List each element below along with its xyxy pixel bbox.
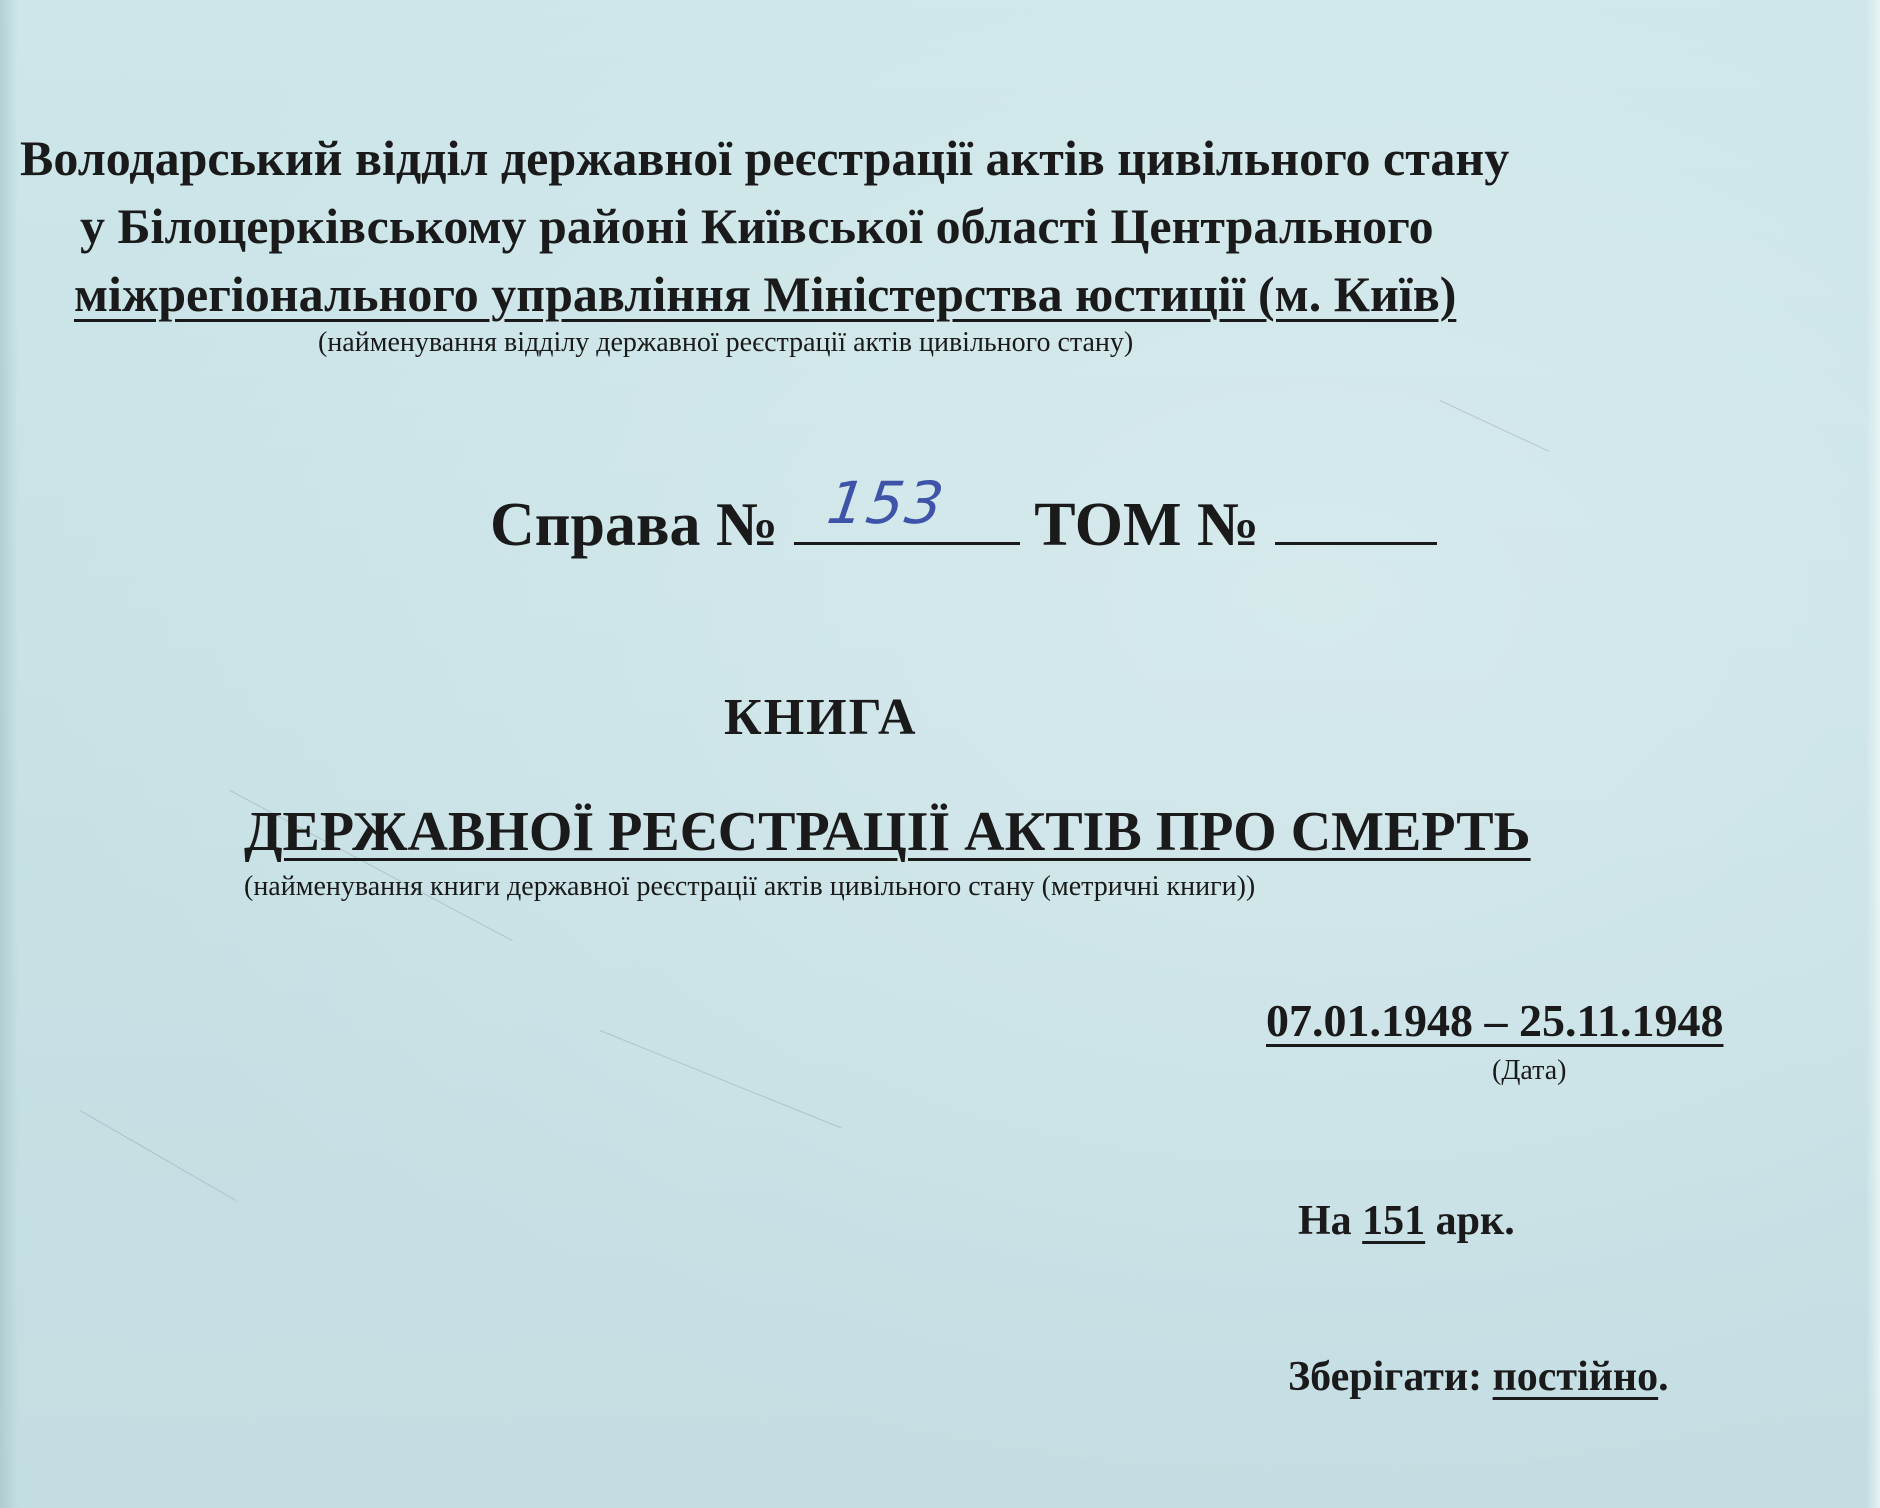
paper-scratch (600, 1030, 841, 1128)
book-name: ДЕРЖАВНОЇ РЕЄСТРАЦІЇ АКТІВ ПРО СМЕРТЬ (244, 801, 1531, 863)
volume-number-field (1275, 492, 1437, 545)
date-range: 07.01.1948 – 25.11.1948 (1266, 995, 1724, 1046)
retention-row (1288, 1352, 1669, 1402)
book-title: КНИГА (724, 689, 918, 746)
paper-scratch (1440, 400, 1549, 452)
organization-caption: (найменування відділу державної реєстрації актів цивільного стану) (318, 327, 1134, 358)
organization-line-2: у Білоцерківському районі Київської області Центрального (80, 198, 1434, 254)
case-number-row (490, 469, 1437, 560)
retention-label: Зберігати: (1288, 1354, 1483, 1400)
retention-period: . (1658, 1354, 1669, 1400)
paper-scratch (80, 1110, 236, 1201)
retention-value: постійно (1492, 1354, 1659, 1400)
sheet-count-row (1298, 1196, 1515, 1246)
sheet-count: 151 (1362, 1198, 1426, 1244)
organization-line-3: міжрегіонального управління Міністерства юстиції (м. Київ) (74, 266, 1457, 322)
organization-line-1: Володарський відділ державної реєстрації актів цивільного стану (20, 130, 1510, 186)
book-caption: (найменування книги державної реєстрації актів цивільного стану (метричні книги)) (244, 871, 1256, 902)
date-caption: (Дата) (1492, 1055, 1567, 1086)
sheet-count-suffix: арк. (1435, 1198, 1515, 1244)
case-label: Справа № (490, 491, 779, 559)
page-edge-right (1866, 0, 1880, 1508)
sheet-count-prefix: На (1298, 1198, 1352, 1244)
case-number-handwritten: 153 (823, 469, 950, 537)
page-shadow-left (0, 0, 18, 1508)
case-number-field (794, 469, 1020, 545)
volume-label: ТОМ № (1034, 491, 1260, 559)
